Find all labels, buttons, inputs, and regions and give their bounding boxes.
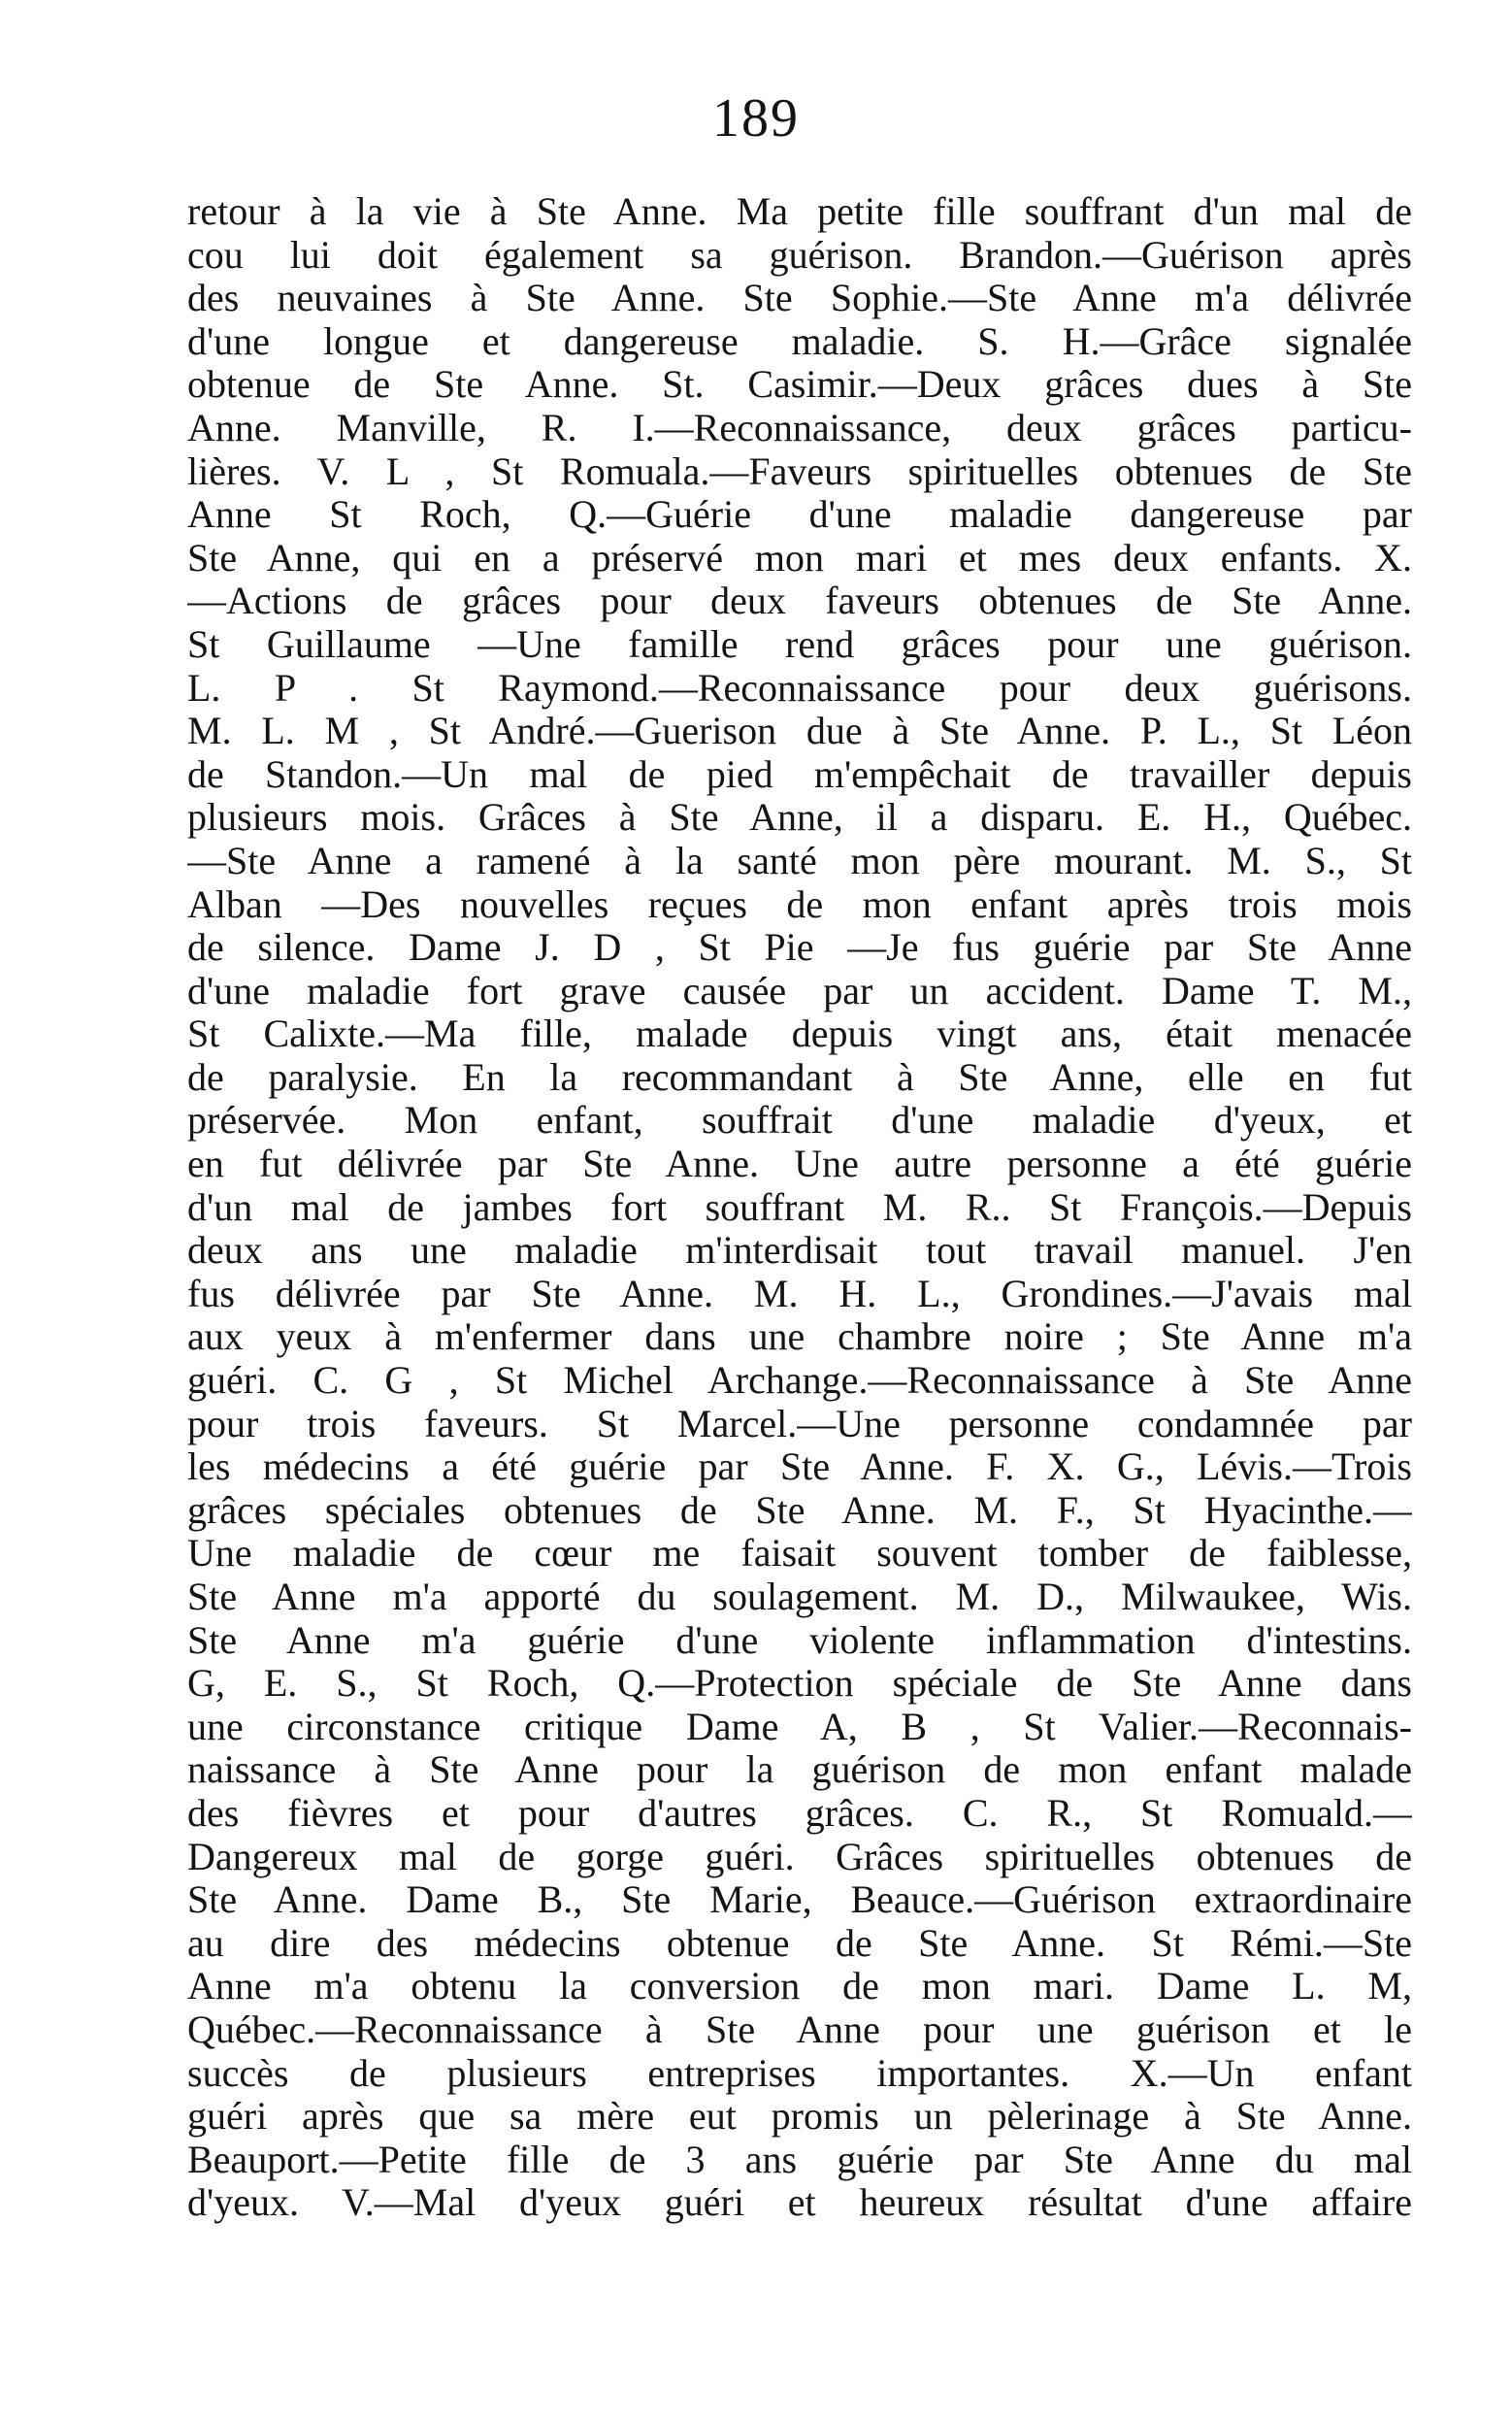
text-line: cou lui doit également sa guérison. Brandon.—Guérison après: [187, 233, 1412, 277]
text-line: des neuvaines à Ste Anne. Ste Sophie.—Ste Anne m'a délivrée: [187, 277, 1412, 320]
text-line: en fut délivrée par Ste Anne. Une autre personne a été guérie: [187, 1143, 1412, 1186]
text-line: d'une longue et dangereuse maladie. S. H.—Grâce signalée: [187, 319, 1412, 363]
text-line: Dangereux mal de gorge guéri. Grâces spirituelles obtenues de: [187, 1835, 1412, 1878]
text-line: plusieurs mois. Grâces à Ste Anne, il a disparu. E. H., Québec.: [187, 796, 1412, 840]
text-line: naissance à Ste Anne pour la guérison de mon enfant malade: [187, 1748, 1412, 1792]
text-line: Québec.—Reconnaissance à Ste Anne pour une guérison et le: [187, 2007, 1412, 2051]
text-line: succès de plusieurs entreprises importantes. X.—Un enfant: [187, 2051, 1412, 2095]
text-line: une circonstance critique Dame A, B , St Valier.—Reconnais-: [187, 1705, 1412, 1748]
text-line: préservée. Mon enfant, souffrait d'une maladie d'yeux, et: [187, 1099, 1412, 1143]
text-line: Ste Anne, qui en a préservé mon mari et mes deux enfants. X.: [187, 536, 1412, 580]
text-line: au dire des médecins obtenue de Ste Anne. St Rémi.—Ste: [187, 1921, 1412, 1965]
text-line: —Actions de grâces pour deux faveurs obtenues de Ste Anne.: [187, 580, 1412, 623]
text-line: d'une maladie fort grave causée par un accident. Dame T. M.,: [187, 969, 1412, 1012]
text-line: lières. V. L , St Romuala.—Faveurs spirituelles obtenues de Ste: [187, 449, 1412, 493]
text-line: fus délivrée par Ste Anne. M. H. L., Grondines.—J'avais mal: [187, 1272, 1412, 1315]
text-line: St Calixte.—Ma fille, malade depuis vingt ans, était menacée: [187, 1012, 1412, 1056]
text-line: Ste Anne m'a apporté du soulagement. M. D., Milwaukee, Wis.: [187, 1576, 1412, 1618]
text-line: Anne. Manville, R. I.—Reconnaissance, deux grâces particu-: [187, 406, 1412, 449]
text-line: de paralysie. En la recommandant à Ste Anne, elle en fut: [187, 1055, 1412, 1099]
text-line: Anne St Roch, Q.—Guérie d'une maladie dangereuse par: [187, 493, 1412, 537]
text-line: Une maladie de cœur me faisait souvent tomber de faiblesse,: [187, 1532, 1412, 1576]
text-line: d'un mal de jambes fort souffrant M. R.. St François.—Depuis: [187, 1185, 1412, 1229]
text-line: Ste Anne. Dame B., Ste Marie, Beauce.—Guérison extraordinaire: [187, 1878, 1412, 1922]
text-line: aux yeux à m'enfermer dans une chambre noire ; Ste Anne m'a: [187, 1315, 1412, 1359]
text-line: de Standon.—Un mal de pied m'empêchait de travailler depuis: [187, 752, 1412, 796]
text-line: St Guillaume —Une famille rend grâces pour une guérison.: [187, 622, 1412, 666]
text-line: d'yeux. V.—Mal d'yeux guéri et heureux résultat d'une affaire: [187, 2181, 1412, 2225]
text-line: les médecins a été guérie par Ste Anne. F. X. G., Lévis.—Trois: [187, 1445, 1412, 1489]
text-line: deux ans une maladie m'interdisait tout travail manuel. J'en: [187, 1229, 1412, 1273]
text-line: Beauport.—Petite fille de 3 ans guérie par Ste Anne du mal: [187, 2138, 1412, 2181]
text-line: —Ste Anne a ramené à la santé mon père mourant. M. S., St: [187, 839, 1412, 882]
text-line: guéri. C. G , St Michel Archange.—Reconnaissance à Ste Anne: [187, 1359, 1412, 1403]
page-number: 189: [712, 88, 800, 149]
text-line: Anne m'a obtenu la conversion de mon mari. Dame L. M,: [187, 1965, 1412, 2008]
text-line: Ste Anne m'a guérie d'une violente inflammation d'intestins.: [187, 1618, 1412, 1662]
text-line: M. L. M , St André.—Guerison due à Ste Anne. P. L., St Léon: [187, 710, 1412, 753]
text-line: obtenue de Ste Anne. St. Casimir.—Deux grâces dues à Ste: [187, 363, 1412, 407]
body-text: [187, 190, 1412, 2225]
text-line: de silence. Dame J. D , St Pie —Je fus guérie par Ste Anne: [187, 926, 1412, 970]
text-line: G, E. S., St Roch, Q.—Protection spéciale de Ste Anne dans: [187, 1662, 1412, 1706]
text-line: guéri après que sa mère eut promis un pèlerinage à Ste Anne.: [187, 2095, 1412, 2139]
text-line: grâces spéciales obtenues de Ste Anne. M. F., St Hyacinthe.—: [187, 1488, 1412, 1532]
text-line: pour trois faveurs. St Marcel.—Une personne condamnée par: [187, 1402, 1412, 1445]
text-line: L. P . St Raymond.—Reconnaissance pour deux guérisons.: [187, 666, 1412, 710]
text-line: Alban —Des nouvelles reçues de mon enfant après trois mois: [187, 882, 1412, 926]
text-line: retour à la vie à Ste Anne. Ma petite fille souffrant d'un mal de: [187, 190, 1412, 233]
text-line: des fièvres et pour d'autres grâces. C. R., St Romuald.—: [187, 1791, 1412, 1835]
